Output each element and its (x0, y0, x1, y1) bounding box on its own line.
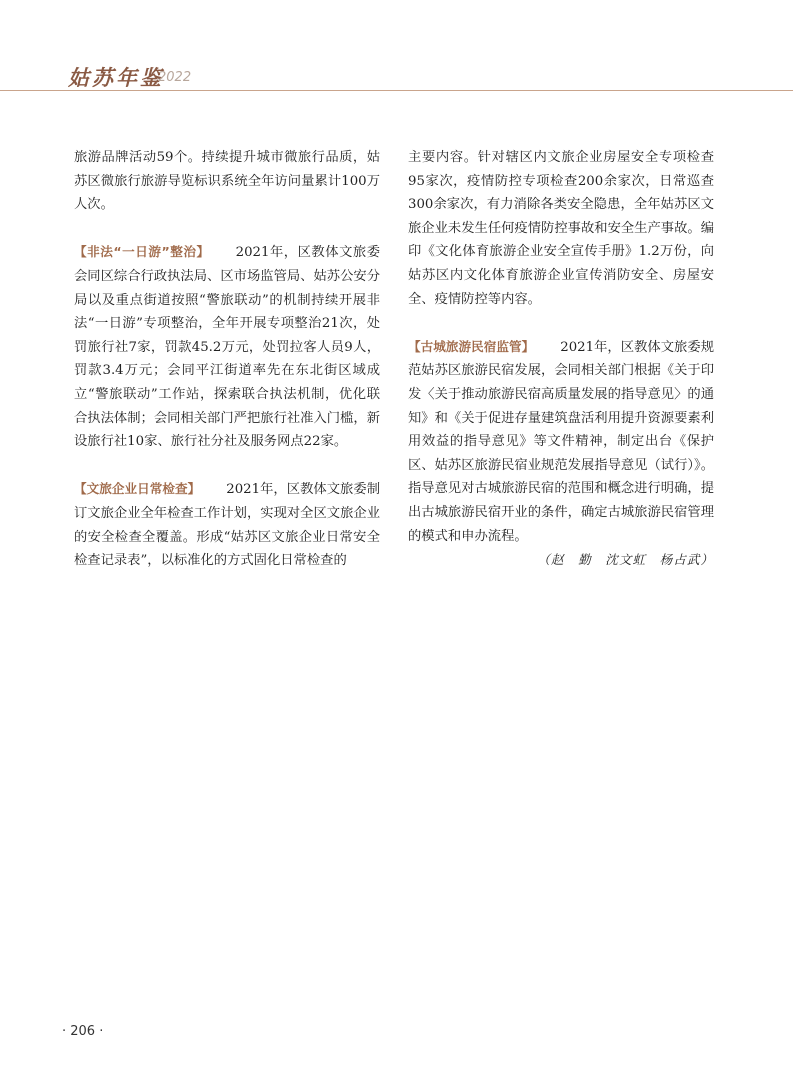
paragraph-gap (408, 311, 714, 335)
page-header (0, 0, 793, 96)
paragraph-gap (74, 217, 380, 241)
yearbook-year: 2022 (158, 70, 192, 85)
section-body: 2021年，区教体文旅委制订文旅企业全年检查工作计划，实现对全区文旅企业的安全检查全覆盖。形成“姑苏区文旅企业日常安全检查记录表”，以标准化的方式固化日常检查的 (74, 482, 381, 569)
paragraph-gap (74, 454, 380, 478)
section-homestay-supervision (408, 335, 714, 548)
page-number: · 206 · (62, 1024, 104, 1039)
section-illegal-tours (74, 240, 380, 453)
yearbook-title: 姑苏年鉴 (68, 65, 164, 90)
section-title: 【古城旅游民宿监管】 (408, 338, 535, 354)
right-column (408, 146, 714, 572)
header-divider (0, 90, 793, 91)
paragraph-continuation: 旅游品牌活动59个。持续提升城市微旅行品质，姑苏区微旅行旅游导览标识系统全年访问量累计100万人次。 (74, 150, 380, 213)
left-column (74, 146, 380, 573)
section-daily-inspection (74, 477, 380, 572)
section-body: 2021年，区教体文旅委规范姑苏区旅游民宿发展，会同相关部门根据《关于印发〈关于推动旅游民宿高质量发展的指导意见〉的通知》和《关于促进存量建筑盘活利用提升资源要素利用效益的指导意见》等文件精神，制定出台《保护区、姑苏区旅游民宿业规范发展指导意见（试行）》。指导意见对古城旅游民宿的范围和概念进行明确，提出古城旅游民宿开业的条件，确定古城旅游民宿管理的模式和申办流程。 (408, 339, 715, 544)
paragraph-continuation: 主要内容。针对辖区内文旅企业房屋安全专项检查95家次，疫情防控专项检查200余家次，日常巡查300余家次，有力消除各类安全隐患，全年姑苏区文旅企业未发生任何疫情防控事故和安全生产事故。编印《文化体育旅游企业安全宣传手册》1.2万份，向姑苏区内文化体育旅游企业宣传消防安全、房屋安全、疫情防控等内容。 (408, 150, 714, 307)
authors-credit: （赵 勤 沈文虹 杨占武） (537, 552, 714, 568)
section-title: 【非法“一日游”整治】 (74, 244, 210, 260)
section-title: 【文旅企业日常检查】 (74, 481, 201, 497)
section-body: 2021年，区教体文旅委会同区综合行政执法局、区市场监管局、姑苏公安分局以及重点街道按照“警旅联动”的机制持续开展非法“一日游”专项整治，全年开展专项整治21次，处罚旅行社7家，罚款45.2万元，处罚拉客人员9人，罚款3.4万元；会同平江街道率先在东北街区域成立“警旅联动”工作站，探索联合执法机制，优化联合执法体制；会同相关部门严把旅行社准入门槛，新设旅行社10家、旅行社分社及服务网点22家。 (74, 245, 380, 450)
